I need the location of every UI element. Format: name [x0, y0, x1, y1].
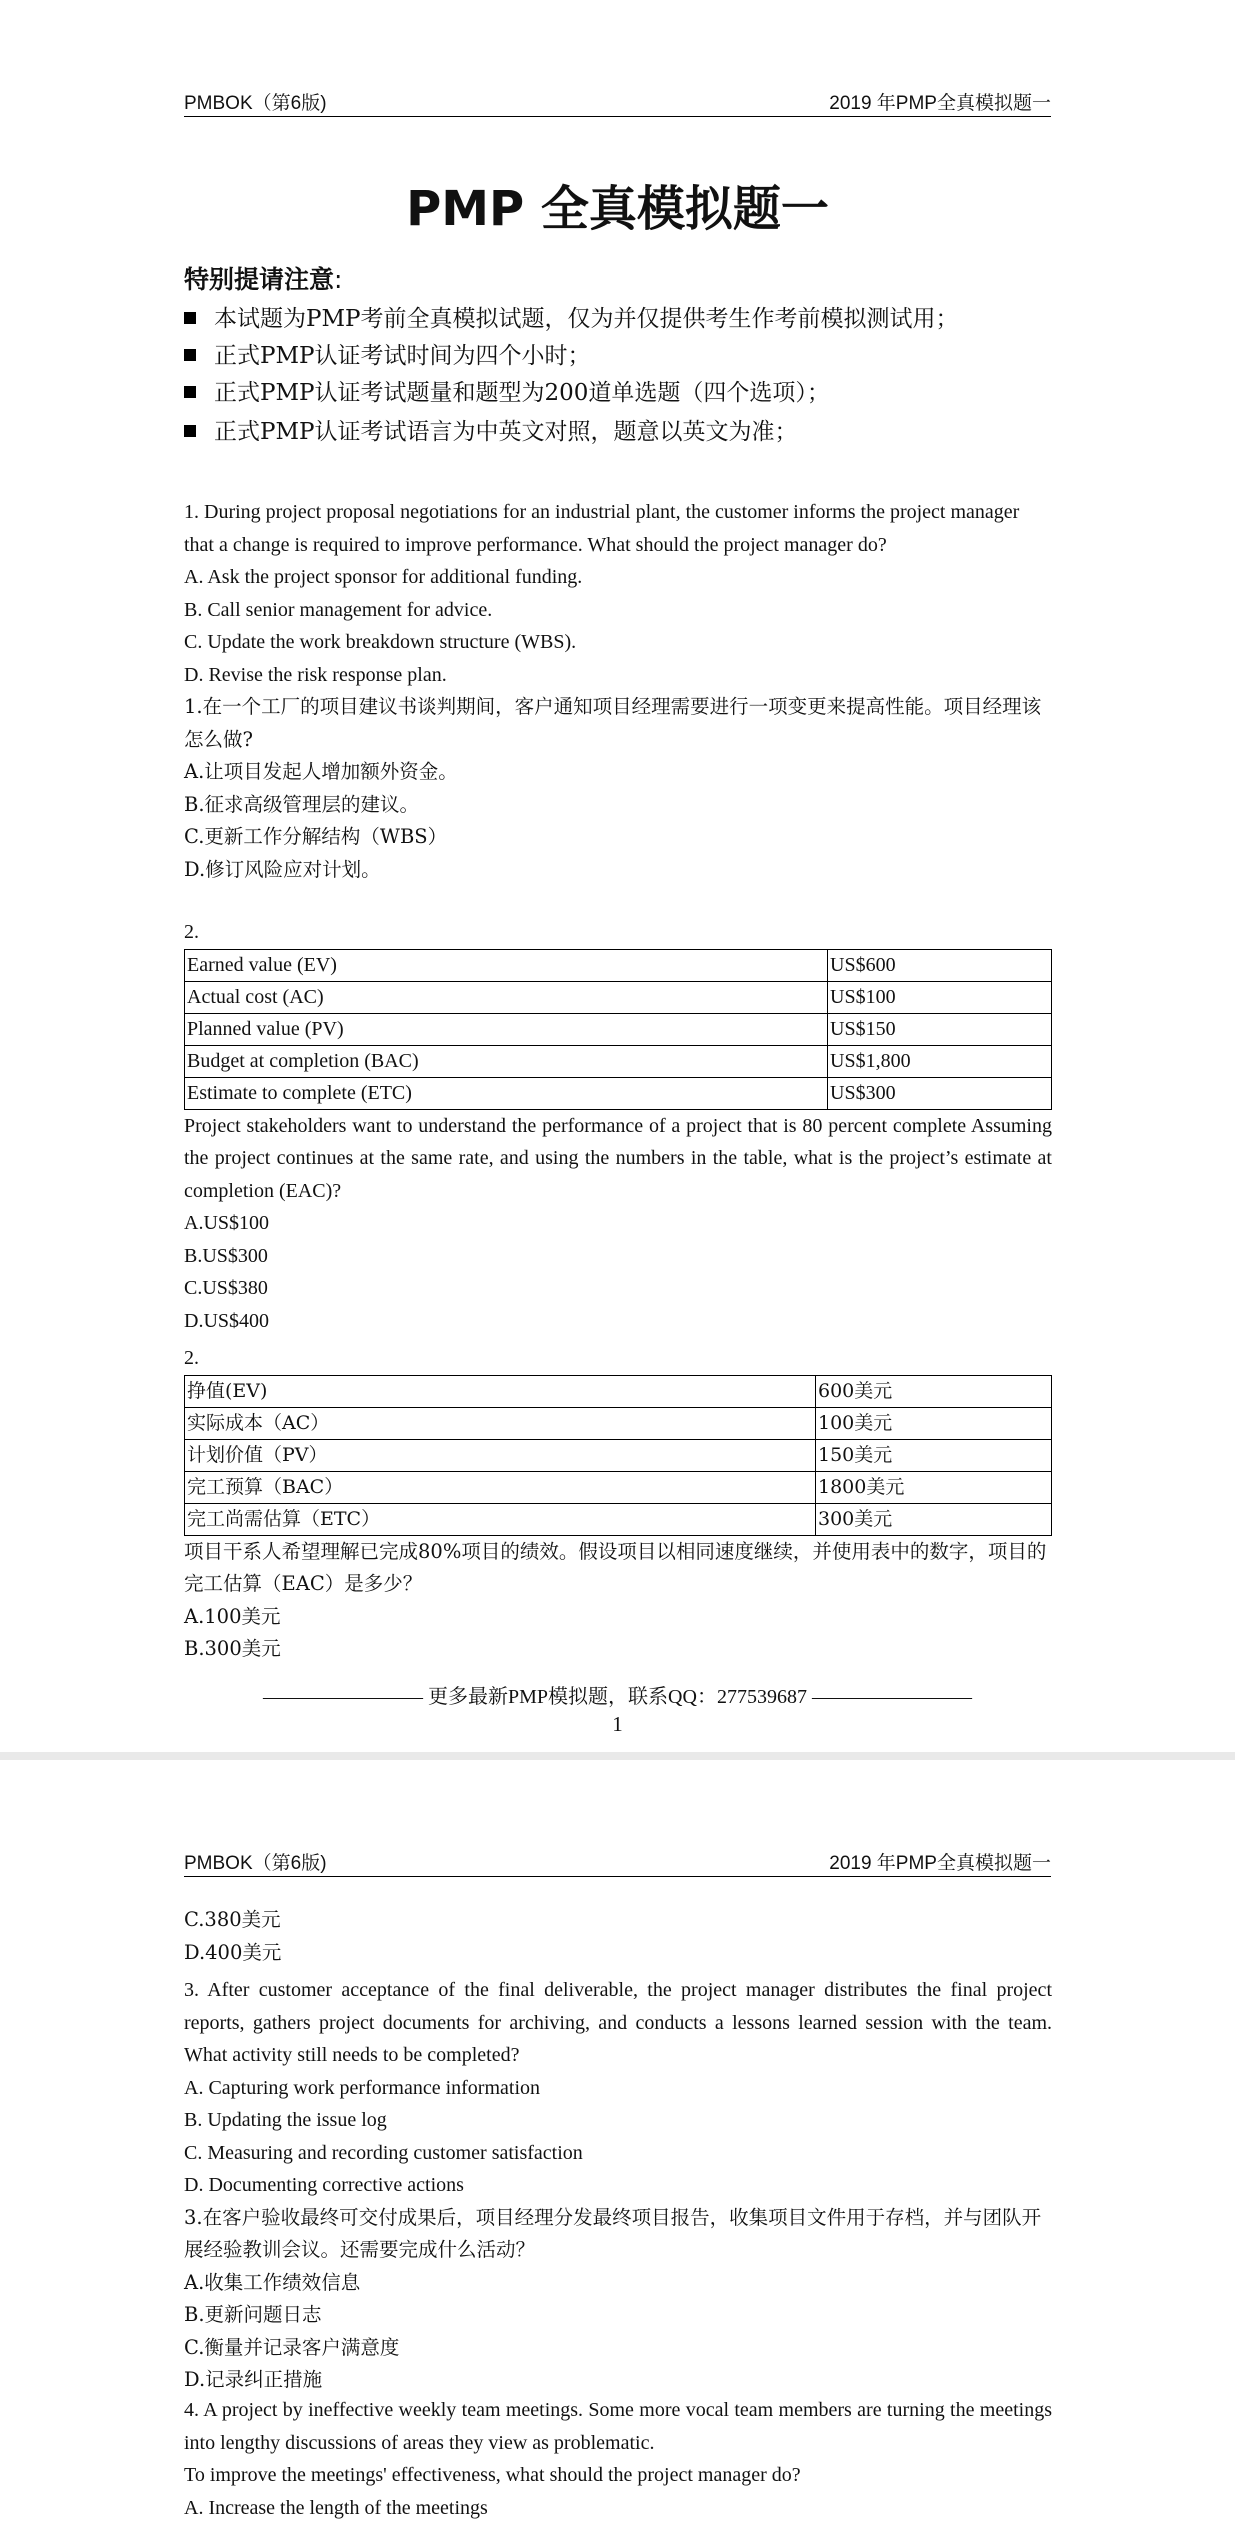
table-row: 挣值(EV) 600美元 [185, 1375, 1052, 1407]
option: D.400美元 [184, 1940, 282, 1964]
option: A.US$100 [184, 1212, 270, 1234]
question-2-stem-zh: 项目干系人希望理解已完成80%项目的绩效。假设项目以相同速度继续，并使用表中的数字，项目的完工估算（EAC）是多少？ [184, 1539, 1047, 1595]
table-row: Actual cost (AC) US$100 [185, 981, 1052, 1013]
option: D.US$400 [184, 1309, 270, 1332]
question-number: 2. [184, 1347, 199, 1369]
option: A.让项目发起人增加额外资金。 [184, 760, 458, 783]
table-row: Earned value (EV) US$600 [185, 949, 1052, 981]
table-row: Estimate to complete (ETC) US$300 [185, 1077, 1052, 1109]
option: A. Increase the length of the meetings [184, 2496, 488, 2519]
notice-heading: 特别提请注意: [184, 265, 343, 294]
question-number: 2. [184, 921, 199, 943]
value-table [184, 1375, 1052, 1536]
question-4-stem-en: 4. A project by ineffective weekly team meetings. Some more vocal team members are turning the meetings into lengthy discussions of areas they view as problematic. [184, 2399, 1052, 2454]
document-title: PMP 全真模拟题一 [406, 181, 829, 237]
page-footer: ———————— 更多最新PMP模拟题，联系QQ：277539687 ———————— [263, 1686, 972, 1708]
table-row: 完工尚需估算（ETC） 300美元 [185, 1503, 1052, 1535]
notice-item: 本试题为PMP考前全真模拟试题，仅为并仅提供考生作考前模拟测试用； [184, 300, 959, 333]
table-row: 完工预算（BAC） 1800美元 [185, 1471, 1052, 1503]
option: D.修订风险应对计划。 [184, 857, 381, 881]
square-bullet-icon [184, 425, 196, 437]
option: A.100美元 [184, 1604, 281, 1628]
option: B.US$300 [184, 1244, 268, 1267]
option: B. Call senior management for advice. [184, 598, 493, 621]
question-1-stem-en: 1. During project proposal negotiations for an industrial plant, the customer informs the project manager that a change is required to improve performance. What should the project manager do? [184, 501, 1020, 556]
question-2-zh [184, 1342, 1052, 1666]
option: C.更新工作分解结构（WBS） [184, 825, 448, 848]
header-left: PMBOK（第6版) [184, 93, 327, 114]
header-left: PMBOK（第6版) [184, 1853, 327, 1874]
page-header [184, 86, 1051, 117]
option: C.衡量并记录客户满意度 [184, 2335, 400, 2359]
question-2-stem-en: Project stakeholders want to understand the performance of a project that is 80 percent complete Assuming the project continues at the same rate, and using the numbers in the table, what is the project’s estimate at completion (EAC)? [184, 1114, 1052, 1202]
value-table [184, 949, 1052, 1110]
option: B.300美元 [184, 1637, 281, 1660]
question-3-stem-en: 3. After customer acceptance of the final deliverable, the project manager distributes the final project reports, gathers project documents for archiving, and conducts a lessons learned session with the team. What activity still needs to be completed? [184, 1979, 1052, 2066]
question-2-zh-continued [184, 1904, 1052, 1969]
table-row: 实际成本（AC） 100美元 [185, 1407, 1052, 1439]
option: D. Revise the risk response plan. [184, 663, 447, 686]
notice-item: 正式PMP认证考试语言为中英文对照，题意以英文为准； [184, 413, 798, 446]
option: C.US$380 [184, 1277, 268, 1299]
notice-item: 正式PMP认证考试题量和题型为200道单选题（四个选项）； [184, 374, 830, 407]
page-header [184, 1846, 1051, 1877]
header-right: 2019 年PMP全真模拟题一 [829, 1853, 1051, 1874]
option: C.380美元 [184, 1908, 281, 1931]
option: A. Ask the project sponsor for additional funding. [184, 566, 583, 588]
notice-item: 正式PMP认证考试时间为四个小时； [184, 337, 591, 370]
question-1 [184, 496, 1052, 886]
page-number: 1 [612, 1712, 623, 1736]
square-bullet-icon [184, 349, 196, 361]
option: C. Update the work breakdown structure (WBS). [184, 631, 577, 653]
option: A.收集工作绩效信息 [184, 2270, 361, 2294]
question-2-en [184, 916, 1052, 1337]
document-page-2 [0, 1760, 1235, 2540]
header-right: 2019 年PMP全真模拟题一 [829, 93, 1051, 114]
option: D. Documenting corrective actions [184, 2174, 464, 2196]
table-row: Budget at completion (BAC) US$1,800 [185, 1045, 1052, 1077]
option: B. Updating the issue log [184, 2109, 387, 2131]
table-row: Planned value (PV) US$150 [185, 1013, 1052, 1045]
option: B.更新问题日志 [184, 2303, 322, 2326]
question-3-stem-zh: 3.在客户验收最终可交付成果后，项目经理分发最终项目报告，收集项目文件用于存档，并与团队开展经验教训会议。还需要完成什么活动？ [184, 2205, 1042, 2261]
question-4 [184, 2394, 1052, 2524]
option: B.征求高级管理层的建议。 [184, 792, 420, 816]
question-4-prompt: To improve the meetings' effectiveness, what should the project manager do? [184, 2464, 801, 2486]
question-1-stem-zh: 1.在一个工厂的项目建议书谈判期间，客户通知项目经理需要进行一项变更来提高性能。项目经理该怎么做? [184, 695, 1042, 751]
table-row: 计划价值（PV） 150美元 [185, 1439, 1052, 1471]
option: C. Measuring and recording customer satisfaction [184, 2141, 583, 2164]
option: D.记录纠正措施 [184, 2368, 323, 2391]
square-bullet-icon [184, 312, 196, 324]
notice-colon: : [334, 265, 343, 294]
option: A. Capturing work performance information [184, 2076, 541, 2099]
square-bullet-icon [184, 386, 196, 398]
question-3 [184, 1974, 1052, 2397]
